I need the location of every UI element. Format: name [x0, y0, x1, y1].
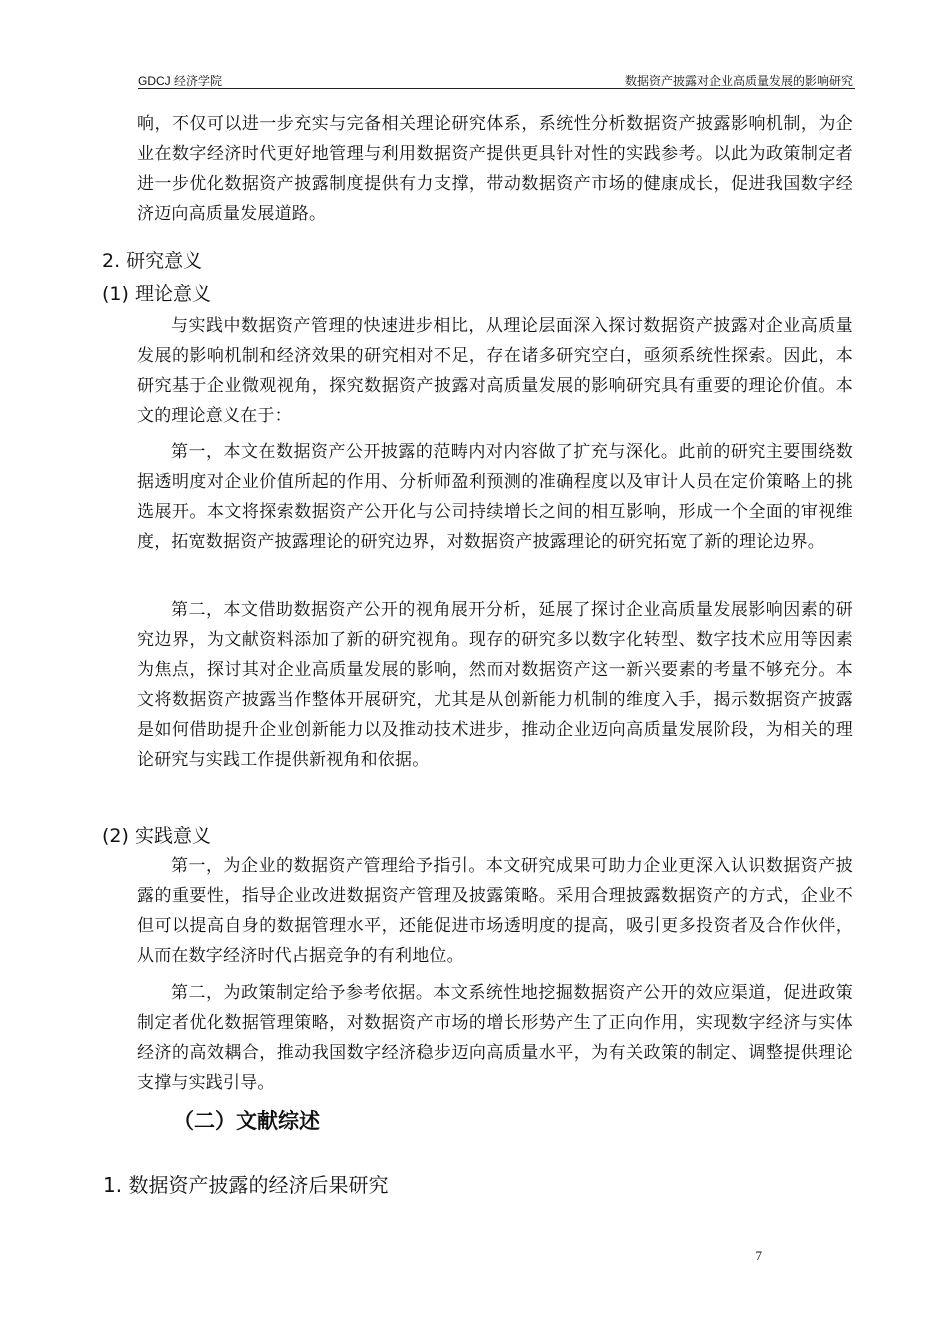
heading-practice-significance: (2) 实践意义: [102, 825, 211, 847]
running-header: [138, 72, 855, 89]
heading-theory-significance: (1) 理论意义: [102, 283, 211, 305]
theory-paragraph-3: 第二，本文借助数据资产公开的视角展开分析，延展了探讨企业高质量发展影响因素的研究边界，为文献资料添加了新的研究视角。现存的研究多以数字化转型、数字技术应用等因素为焦点，探讨其对企业高质量发展的影响，然而对数据资产这一新兴要素的考量不够充分。本文将数据资产披露当作整体开展研究，尤其是从创新能力机制的维度入手，揭示数据资产披露是如何借助提升企业创新能力以及推动技术进步，推动企业迈向高质量发展阶段，为相关的理论研究与实践工作提供新视角和依据。: [137, 600, 853, 770]
practice-paragraph-2: 第二，为政策制定给予参考依据。本文系统性地挖掘数据资产公开的效应渠道，促进政策制定者优化数据管理策略，对数据资产市场的增长形势产生了正向作用，实现数字经济与实体经济的高效耦合，推动我国数字经济稳步迈向高质量水平，为有关政策的制定、调整提供理论支撑与实践引导。: [137, 983, 853, 1093]
header-left-label: GDCJ 经济学院: [138, 74, 223, 88]
header-right-title: 数据资产披露对企业高质量发展的影响研究: [624, 74, 853, 88]
heading-research-significance: 2. 研究意义: [102, 250, 203, 272]
practice-paragraph-1: 第一，为企业的数据资产管理给予指引。本文研究成果可助力企业更深入认识数据资产披露的重要性，指导企业改进数据资产管理及披露策略。采用合理披露数据资产的方式，企业不但可以提高自身的数据管理水平，还能促进市场透明度的提高，吸引更多投资者及合作伙伴，从而在数字经济时代占据竞争的有利地位。: [137, 856, 853, 966]
intro-paragraph: 响，不仅可以进一步充实与完备相关理论研究体系，系统性分析数据资产披露影响机制，为企业在数字经济时代更好地管理与利用数据资产提供更具针对性的实践参考。以此为政策制定者进一步优化数据资产披露制度提供有力支撑，带动数据资产市场的健康成长，促进我国数字经济迈向高质量发展道路。: [137, 114, 853, 224]
page-number: 7: [755, 1248, 762, 1263]
theory-paragraph-1: 与实践中数据资产管理的快速进步相比，从理论层面深入探讨数据资产披露对企业高质量发展的影响机制和经济效果的研究相对不足，存在诸多研究空白，亟须系统性探索。因此，本研究基于企业微观视角，探究数据资产披露对高质量发展的影响研究具有重要的理论价值。本文的理论意义在于：: [137, 316, 853, 426]
theory-paragraph-2: 第一，本文在数据资产公开披露的范畴内对内容做了扩充与深化。此前的研究主要围绕数据透明度对企业价值所起的作用、分析师盈利预测的准确程度以及审计人员在定价策略上的挑选展开。本文将探索数据资产公开化与公司持续增长之间的相互影响，形成一个全面的审视维度，拓宽数据资产披露理论的研究边界，对数据资产披露理论的研究拓宽了新的理论边界。: [137, 442, 853, 552]
section-heading-literature-review: （二）文献综述: [173, 1109, 320, 1133]
subsection-heading-economic-consequences: 1. 数据资产披露的经济后果研究: [103, 1173, 389, 1197]
